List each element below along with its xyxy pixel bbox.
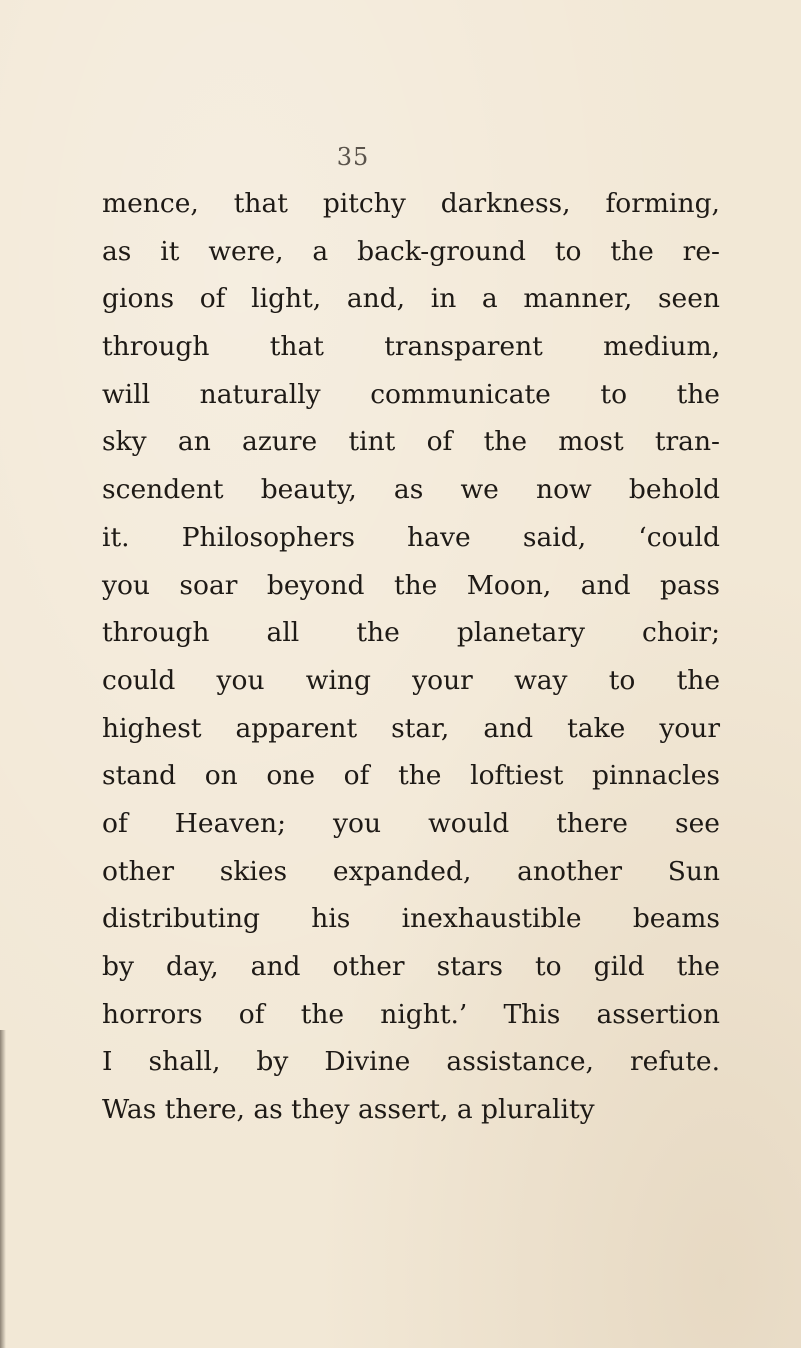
text-line: you soar beyond the Moon, and pass [102, 569, 720, 601]
text-line: I shall, by Divine assistance, refute. [102, 1046, 720, 1078]
text-line: through all the planetary choir; [102, 617, 720, 649]
text-line: other skies expanded, another Sun [102, 855, 720, 887]
text-line: it. Philosophers have said, ‘could [102, 521, 720, 553]
text-line: Was there, as they assert, a plurality [102, 1094, 595, 1126]
page-number: 35 [336, 143, 370, 171]
text-line: as it were, a back-ground to the re- [102, 235, 720, 267]
text-line: sky an azure tint of the most tran- [102, 426, 720, 458]
text-line: of Heaven; you would there see [102, 807, 720, 839]
text-line: by day, and other stars to gild the [102, 951, 720, 982]
page-edge-shadow [0, 1030, 6, 1348]
text-line: scendent beauty, as we now behold [102, 474, 720, 506]
text-line: will naturally communicate to the [102, 378, 720, 410]
text-line: highest apparent star, and take your [102, 712, 720, 744]
text-line: through that transparent medium, [102, 331, 720, 363]
text-line: gions of light, and, in a manner, seen [102, 283, 720, 315]
text-line: horrors of the night.’ This assertion [102, 998, 720, 1030]
text-line: distributing his inexhaustible beams [102, 903, 720, 935]
text-line: mence, that pitchy darkness, forming, [102, 188, 720, 219]
text-line: could you wing your way to the [102, 664, 720, 696]
text-line: stand on one of the loftiest pinnacles [102, 760, 720, 792]
body-text [102, 180, 720, 1134]
